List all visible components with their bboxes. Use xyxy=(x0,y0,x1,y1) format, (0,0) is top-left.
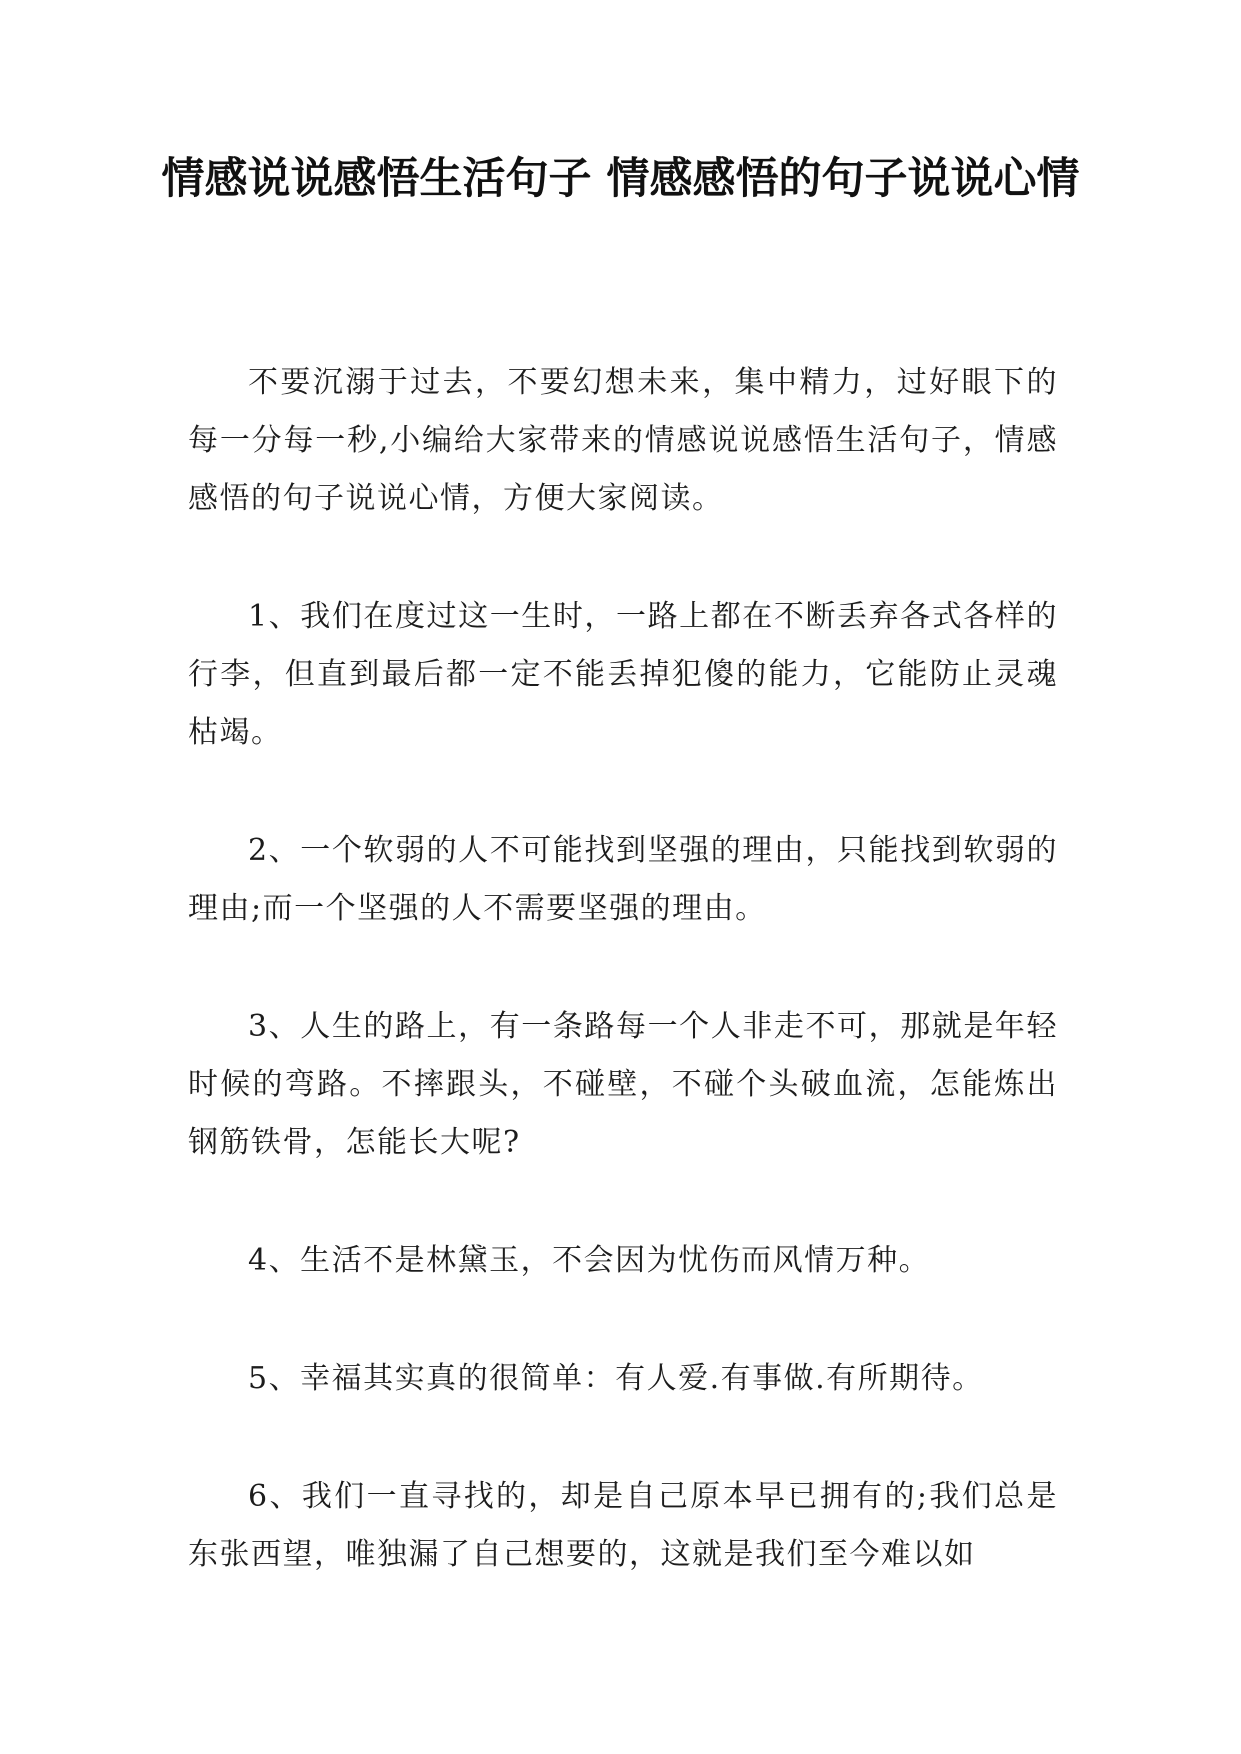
paragraph-item-5: 5、幸福其实真的很简单：有人爱.有事做.有所期待。 xyxy=(248,1361,984,1396)
paragraph-intro: 不要沉溺于过去，不要幻想未来，集中精力，过好眼下的每一分每一秒,小编给大家带来的情感说说感悟生活句子，情感感悟的句子说说心情，方便大家阅读。 xyxy=(188,365,1058,516)
paragraph-item-6: 6、我们一直寻找的，却是自己原本早已拥有的;我们总是东张西望，唯独漏了自己想要的，这就是我们至今难以如 xyxy=(188,1479,1058,1572)
paragraph-item-2: 2、一个软弱的人不可能找到坚强的理由，只能找到软弱的理由;而一个坚强的人不需要坚强的理由。 xyxy=(188,833,1058,926)
paragraph-item-1: 1、我们在度过这一生时，一路上都在不断丢弃各式各样的行李，但直到最后都一定不能丢掉犯傻的能力，它能防止灵魂枯竭。 xyxy=(188,599,1058,750)
paragraph-item-3: 3、人生的路上，有一条路每一个人非走不可，那就是年轻时候的弯路。不摔跟头，不碰壁，不碰个头破血流，怎能炼出钢筋铁骨，怎能长大呢? xyxy=(188,1009,1058,1160)
document-body xyxy=(188,354,1058,1584)
paragraph-item-4: 4、生活不是林黛玉，不会因为忧伤而风情万种。 xyxy=(248,1243,931,1278)
document-title: 情感说说感悟生活句子 情感感悟的句子说说心情 xyxy=(161,154,1080,204)
